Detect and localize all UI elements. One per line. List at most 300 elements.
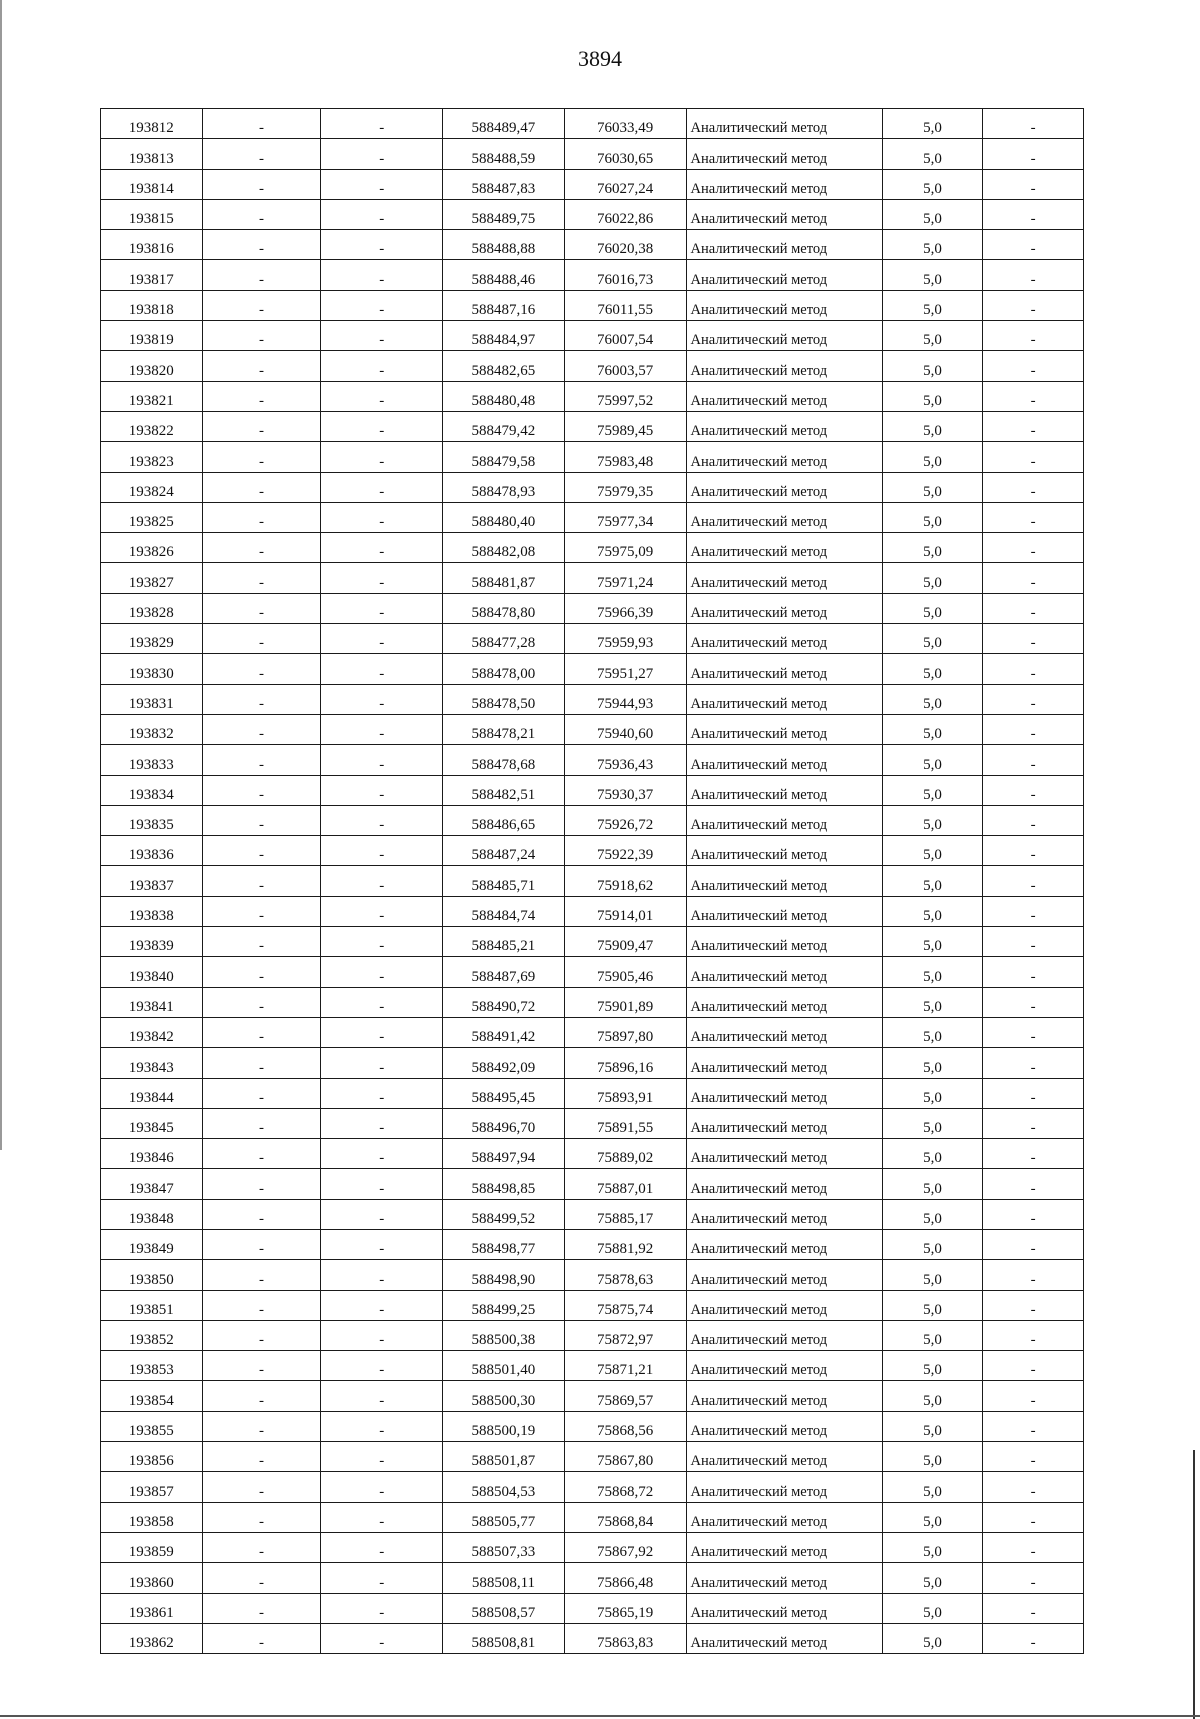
point-number-cell: 193843 (101, 1048, 203, 1078)
accuracy-cell: 5,0 (882, 381, 983, 411)
method-cell: Аналитический метод (686, 1502, 882, 1532)
table-row (101, 1139, 1084, 1169)
x-coordinate-cell: 588501,87 (443, 1442, 565, 1472)
empty-cell-a: - (202, 321, 321, 351)
accuracy-cell: 5,0 (882, 139, 983, 169)
accuracy-cell: 5,0 (882, 411, 983, 441)
point-number-cell: 193831 (101, 684, 203, 714)
empty-cell-c: - (983, 1472, 1084, 1502)
point-number-cell: 193827 (101, 563, 203, 593)
method-cell: Аналитический метод (686, 836, 882, 866)
empty-cell-c: - (983, 290, 1084, 320)
accuracy-cell: 5,0 (882, 896, 983, 926)
empty-cell-b: - (321, 957, 443, 987)
table-row (101, 381, 1084, 411)
accuracy-cell: 5,0 (882, 714, 983, 744)
accuracy-cell: 5,0 (882, 1623, 983, 1653)
method-cell: Аналитический метод (686, 472, 882, 502)
y-coordinate-cell: 75889,02 (564, 1139, 686, 1169)
x-coordinate-cell: 588477,28 (443, 624, 565, 654)
accuracy-cell: 5,0 (882, 775, 983, 805)
table-row (101, 866, 1084, 896)
empty-cell-b: - (321, 896, 443, 926)
coordinates-table (100, 108, 1084, 1654)
table-row (101, 745, 1084, 775)
accuracy-cell: 5,0 (882, 260, 983, 290)
x-coordinate-cell: 588486,65 (443, 805, 565, 835)
empty-cell-b: - (321, 109, 443, 139)
method-cell: Аналитический метод (686, 624, 882, 654)
empty-cell-c: - (983, 533, 1084, 563)
point-number-cell: 193821 (101, 381, 203, 411)
method-cell: Аналитический метод (686, 139, 882, 169)
accuracy-cell: 5,0 (882, 290, 983, 320)
table-row (101, 533, 1084, 563)
empty-cell-c: - (983, 987, 1084, 1017)
y-coordinate-cell: 75891,55 (564, 1108, 686, 1138)
coordinates-table-body (101, 109, 1084, 1654)
accuracy-cell: 5,0 (882, 1017, 983, 1047)
method-cell: Аналитический метод (686, 1532, 882, 1562)
method-cell: Аналитический метод (686, 654, 882, 684)
empty-cell-a: - (202, 836, 321, 866)
empty-cell-b: - (321, 927, 443, 957)
empty-cell-a: - (202, 684, 321, 714)
point-number-cell: 193837 (101, 866, 203, 896)
accuracy-cell: 5,0 (882, 1169, 983, 1199)
x-coordinate-cell: 588499,25 (443, 1290, 565, 1320)
table-row (101, 563, 1084, 593)
empty-cell-a: - (202, 1411, 321, 1441)
empty-cell-c: - (983, 896, 1084, 926)
point-number-cell: 193848 (101, 1199, 203, 1229)
empty-cell-c: - (983, 927, 1084, 957)
method-cell: Аналитический метод (686, 1563, 882, 1593)
point-number-cell: 193847 (101, 1169, 203, 1199)
method-cell: Аналитический метод (686, 957, 882, 987)
table-row (101, 1260, 1084, 1290)
empty-cell-c: - (983, 1593, 1084, 1623)
point-number-cell: 193818 (101, 290, 203, 320)
y-coordinate-cell: 75989,45 (564, 411, 686, 441)
y-coordinate-cell: 75951,27 (564, 654, 686, 684)
table-row (101, 836, 1084, 866)
table-row (101, 351, 1084, 381)
x-coordinate-cell: 588498,77 (443, 1229, 565, 1259)
empty-cell-a: - (202, 1623, 321, 1653)
empty-cell-b: - (321, 684, 443, 714)
empty-cell-b: - (321, 775, 443, 805)
empty-cell-b: - (321, 1593, 443, 1623)
empty-cell-b: - (321, 1502, 443, 1532)
method-cell: Аналитический метод (686, 1078, 882, 1108)
table-row (101, 502, 1084, 532)
x-coordinate-cell: 588479,58 (443, 442, 565, 472)
empty-cell-a: - (202, 1260, 321, 1290)
point-number-cell: 193822 (101, 411, 203, 441)
empty-cell-b: - (321, 1199, 443, 1229)
accuracy-cell: 5,0 (882, 1442, 983, 1472)
empty-cell-c: - (983, 836, 1084, 866)
x-coordinate-cell: 588480,40 (443, 502, 565, 532)
table-row (101, 624, 1084, 654)
method-cell: Аналитический метод (686, 593, 882, 623)
y-coordinate-cell: 75865,19 (564, 1593, 686, 1623)
empty-cell-c: - (983, 1048, 1084, 1078)
empty-cell-c: - (983, 442, 1084, 472)
method-cell: Аналитический метод (686, 1199, 882, 1229)
empty-cell-a: - (202, 805, 321, 835)
y-coordinate-cell: 75940,60 (564, 714, 686, 744)
method-cell: Аналитический метод (686, 714, 882, 744)
accuracy-cell: 5,0 (882, 1351, 983, 1381)
x-coordinate-cell: 588478,68 (443, 745, 565, 775)
empty-cell-c: - (983, 1199, 1084, 1229)
y-coordinate-cell: 75909,47 (564, 927, 686, 957)
point-number-cell: 193846 (101, 1139, 203, 1169)
empty-cell-c: - (983, 381, 1084, 411)
y-coordinate-cell: 75869,57 (564, 1381, 686, 1411)
table-row (101, 927, 1084, 957)
empty-cell-b: - (321, 199, 443, 229)
x-coordinate-cell: 588490,72 (443, 987, 565, 1017)
y-coordinate-cell: 75875,74 (564, 1290, 686, 1320)
y-coordinate-cell: 75878,63 (564, 1260, 686, 1290)
y-coordinate-cell: 75867,80 (564, 1442, 686, 1472)
x-coordinate-cell: 588496,70 (443, 1108, 565, 1138)
method-cell: Аналитический метод (686, 351, 882, 381)
point-number-cell: 193825 (101, 502, 203, 532)
accuracy-cell: 5,0 (882, 230, 983, 260)
x-coordinate-cell: 588508,81 (443, 1623, 565, 1653)
empty-cell-b: - (321, 260, 443, 290)
accuracy-cell: 5,0 (882, 1260, 983, 1290)
accuracy-cell: 5,0 (882, 593, 983, 623)
point-number-cell: 193813 (101, 139, 203, 169)
empty-cell-a: - (202, 109, 321, 139)
empty-cell-a: - (202, 290, 321, 320)
y-coordinate-cell: 75868,72 (564, 1472, 686, 1502)
table-row (101, 472, 1084, 502)
y-coordinate-cell: 75867,92 (564, 1532, 686, 1562)
point-number-cell: 193841 (101, 987, 203, 1017)
empty-cell-b: - (321, 1139, 443, 1169)
empty-cell-c: - (983, 1260, 1084, 1290)
empty-cell-b: - (321, 139, 443, 169)
empty-cell-b: - (321, 351, 443, 381)
x-coordinate-cell: 588479,42 (443, 411, 565, 441)
empty-cell-b: - (321, 381, 443, 411)
empty-cell-c: - (983, 1078, 1084, 1108)
y-coordinate-cell: 75887,01 (564, 1169, 686, 1199)
empty-cell-a: - (202, 957, 321, 987)
method-cell: Аналитический метод (686, 109, 882, 139)
x-coordinate-cell: 588478,93 (443, 472, 565, 502)
x-coordinate-cell: 588478,00 (443, 654, 565, 684)
y-coordinate-cell: 75897,80 (564, 1017, 686, 1047)
table-row (101, 1108, 1084, 1138)
y-coordinate-cell: 75979,35 (564, 472, 686, 502)
table-row (101, 775, 1084, 805)
empty-cell-a: - (202, 442, 321, 472)
table-row (101, 714, 1084, 744)
empty-cell-c: - (983, 1381, 1084, 1411)
x-coordinate-cell: 588504,53 (443, 1472, 565, 1502)
accuracy-cell: 5,0 (882, 927, 983, 957)
method-cell: Аналитический метод (686, 1381, 882, 1411)
empty-cell-c: - (983, 745, 1084, 775)
empty-cell-a: - (202, 533, 321, 563)
accuracy-cell: 5,0 (882, 109, 983, 139)
empty-cell-a: - (202, 896, 321, 926)
table-row (101, 1502, 1084, 1532)
method-cell: Аналитический метод (686, 1048, 882, 1078)
table-row (101, 684, 1084, 714)
empty-cell-b: - (321, 442, 443, 472)
table-row (101, 1623, 1084, 1653)
method-cell: Аналитический метод (686, 1593, 882, 1623)
empty-cell-b: - (321, 230, 443, 260)
empty-cell-a: - (202, 1381, 321, 1411)
empty-cell-a: - (202, 139, 321, 169)
accuracy-cell: 5,0 (882, 169, 983, 199)
empty-cell-b: - (321, 1290, 443, 1320)
method-cell: Аналитический метод (686, 1139, 882, 1169)
empty-cell-a: - (202, 593, 321, 623)
empty-cell-c: - (983, 775, 1084, 805)
empty-cell-a: - (202, 260, 321, 290)
method-cell: Аналитический метод (686, 1411, 882, 1441)
x-coordinate-cell: 588482,51 (443, 775, 565, 805)
point-number-cell: 193840 (101, 957, 203, 987)
method-cell: Аналитический метод (686, 1260, 882, 1290)
accuracy-cell: 5,0 (882, 1532, 983, 1562)
accuracy-cell: 5,0 (882, 684, 983, 714)
table-row (101, 321, 1084, 351)
table-row (101, 1199, 1084, 1229)
y-coordinate-cell: 75881,92 (564, 1229, 686, 1259)
empty-cell-b: - (321, 624, 443, 654)
table-row (101, 1381, 1084, 1411)
table-row (101, 169, 1084, 199)
point-number-cell: 193849 (101, 1229, 203, 1259)
point-number-cell: 193819 (101, 321, 203, 351)
empty-cell-c: - (983, 230, 1084, 260)
y-coordinate-cell: 76027,24 (564, 169, 686, 199)
point-number-cell: 193824 (101, 472, 203, 502)
method-cell: Аналитический метод (686, 896, 882, 926)
table-row (101, 1593, 1084, 1623)
method-cell: Аналитический метод (686, 502, 882, 532)
empty-cell-c: - (983, 351, 1084, 381)
point-number-cell: 193835 (101, 805, 203, 835)
empty-cell-a: - (202, 1169, 321, 1199)
point-number-cell: 193857 (101, 1472, 203, 1502)
y-coordinate-cell: 75977,34 (564, 502, 686, 532)
x-coordinate-cell: 588489,47 (443, 109, 565, 139)
point-number-cell: 193861 (101, 1593, 203, 1623)
y-coordinate-cell: 75926,72 (564, 805, 686, 835)
accuracy-cell: 5,0 (882, 866, 983, 896)
x-coordinate-cell: 588505,77 (443, 1502, 565, 1532)
table-row (101, 1048, 1084, 1078)
table-row (101, 230, 1084, 260)
y-coordinate-cell: 75901,89 (564, 987, 686, 1017)
y-coordinate-cell: 75871,21 (564, 1351, 686, 1381)
x-coordinate-cell: 588478,50 (443, 684, 565, 714)
method-cell: Аналитический метод (686, 1290, 882, 1320)
method-cell: Аналитический метод (686, 260, 882, 290)
method-cell: Аналитический метод (686, 1623, 882, 1653)
empty-cell-b: - (321, 533, 443, 563)
empty-cell-b: - (321, 1472, 443, 1502)
table-row (101, 1290, 1084, 1320)
table-row (101, 442, 1084, 472)
empty-cell-a: - (202, 1472, 321, 1502)
accuracy-cell: 5,0 (882, 987, 983, 1017)
empty-cell-a: - (202, 1017, 321, 1047)
empty-cell-b: - (321, 745, 443, 775)
empty-cell-b: - (321, 1108, 443, 1138)
accuracy-cell: 5,0 (882, 1502, 983, 1532)
empty-cell-c: - (983, 1320, 1084, 1350)
x-coordinate-cell: 588481,87 (443, 563, 565, 593)
method-cell: Аналитический метод (686, 1017, 882, 1047)
y-coordinate-cell: 75914,01 (564, 896, 686, 926)
empty-cell-b: - (321, 472, 443, 502)
empty-cell-c: - (983, 1411, 1084, 1441)
empty-cell-a: - (202, 1139, 321, 1169)
point-number-cell: 193859 (101, 1532, 203, 1562)
empty-cell-c: - (983, 1108, 1084, 1138)
point-number-cell: 193842 (101, 1017, 203, 1047)
table-row (101, 593, 1084, 623)
empty-cell-c: - (983, 563, 1084, 593)
method-cell: Аналитический метод (686, 684, 882, 714)
method-cell: Аналитический метод (686, 1169, 882, 1199)
point-number-cell: 193820 (101, 351, 203, 381)
y-coordinate-cell: 76033,49 (564, 109, 686, 139)
empty-cell-c: - (983, 684, 1084, 714)
empty-cell-a: - (202, 866, 321, 896)
empty-cell-a: - (202, 1442, 321, 1472)
empty-cell-a: - (202, 1502, 321, 1532)
accuracy-cell: 5,0 (882, 1078, 983, 1108)
x-coordinate-cell: 588508,11 (443, 1563, 565, 1593)
table-row (101, 1442, 1084, 1472)
scan-edge-bottom (0, 1715, 1200, 1717)
empty-cell-c: - (983, 260, 1084, 290)
table-row (101, 896, 1084, 926)
point-number-cell: 193852 (101, 1320, 203, 1350)
table-row (101, 805, 1084, 835)
point-number-cell: 193839 (101, 927, 203, 957)
accuracy-cell: 5,0 (882, 199, 983, 229)
accuracy-cell: 5,0 (882, 836, 983, 866)
empty-cell-a: - (202, 199, 321, 229)
empty-cell-a: - (202, 351, 321, 381)
accuracy-cell: 5,0 (882, 957, 983, 987)
point-number-cell: 193815 (101, 199, 203, 229)
empty-cell-a: - (202, 1563, 321, 1593)
method-cell: Аналитический метод (686, 1108, 882, 1138)
method-cell: Аналитический метод (686, 230, 882, 260)
method-cell: Аналитический метод (686, 1320, 882, 1350)
method-cell: Аналитический метод (686, 1351, 882, 1381)
point-number-cell: 193856 (101, 1442, 203, 1472)
y-coordinate-cell: 75866,48 (564, 1563, 686, 1593)
accuracy-cell: 5,0 (882, 351, 983, 381)
empty-cell-b: - (321, 1563, 443, 1593)
table-row (101, 1017, 1084, 1047)
x-coordinate-cell: 588484,97 (443, 321, 565, 351)
x-coordinate-cell: 588487,83 (443, 169, 565, 199)
empty-cell-c: - (983, 1442, 1084, 1472)
empty-cell-c: - (983, 1623, 1084, 1653)
empty-cell-b: - (321, 1351, 443, 1381)
empty-cell-b: - (321, 1623, 443, 1653)
x-coordinate-cell: 588492,09 (443, 1048, 565, 1078)
x-coordinate-cell: 588478,80 (443, 593, 565, 623)
accuracy-cell: 5,0 (882, 624, 983, 654)
accuracy-cell: 5,0 (882, 1320, 983, 1350)
empty-cell-a: - (202, 502, 321, 532)
x-coordinate-cell: 588500,19 (443, 1411, 565, 1441)
point-number-cell: 193812 (101, 109, 203, 139)
empty-cell-c: - (983, 139, 1084, 169)
x-coordinate-cell: 588487,69 (443, 957, 565, 987)
table-row (101, 1229, 1084, 1259)
empty-cell-b: - (321, 1017, 443, 1047)
empty-cell-c: - (983, 502, 1084, 532)
x-coordinate-cell: 588498,90 (443, 1260, 565, 1290)
x-coordinate-cell: 588500,30 (443, 1381, 565, 1411)
accuracy-cell: 5,0 (882, 1048, 983, 1078)
point-number-cell: 193851 (101, 1290, 203, 1320)
table-row (101, 139, 1084, 169)
accuracy-cell: 5,0 (882, 1229, 983, 1259)
y-coordinate-cell: 75918,62 (564, 866, 686, 896)
y-coordinate-cell: 75997,52 (564, 381, 686, 411)
empty-cell-a: - (202, 230, 321, 260)
point-number-cell: 193834 (101, 775, 203, 805)
method-cell: Аналитический метод (686, 381, 882, 411)
scan-edge-right (1193, 1450, 1195, 1719)
method-cell: Аналитический метод (686, 321, 882, 351)
y-coordinate-cell: 76022,86 (564, 199, 686, 229)
empty-cell-b: - (321, 321, 443, 351)
empty-cell-c: - (983, 957, 1084, 987)
table-row (101, 411, 1084, 441)
x-coordinate-cell: 588487,16 (443, 290, 565, 320)
empty-cell-b: - (321, 593, 443, 623)
scan-edge-left (0, 0, 2, 1150)
x-coordinate-cell: 588484,74 (443, 896, 565, 926)
y-coordinate-cell: 75936,43 (564, 745, 686, 775)
y-coordinate-cell: 75971,24 (564, 563, 686, 593)
empty-cell-c: - (983, 805, 1084, 835)
empty-cell-b: - (321, 866, 443, 896)
empty-cell-c: - (983, 714, 1084, 744)
method-cell: Аналитический метод (686, 805, 882, 835)
method-cell: Аналитический метод (686, 411, 882, 441)
y-coordinate-cell: 75905,46 (564, 957, 686, 987)
method-cell: Аналитический метод (686, 169, 882, 199)
x-coordinate-cell: 588485,71 (443, 866, 565, 896)
accuracy-cell: 5,0 (882, 563, 983, 593)
point-number-cell: 193854 (101, 1381, 203, 1411)
table-row (101, 260, 1084, 290)
